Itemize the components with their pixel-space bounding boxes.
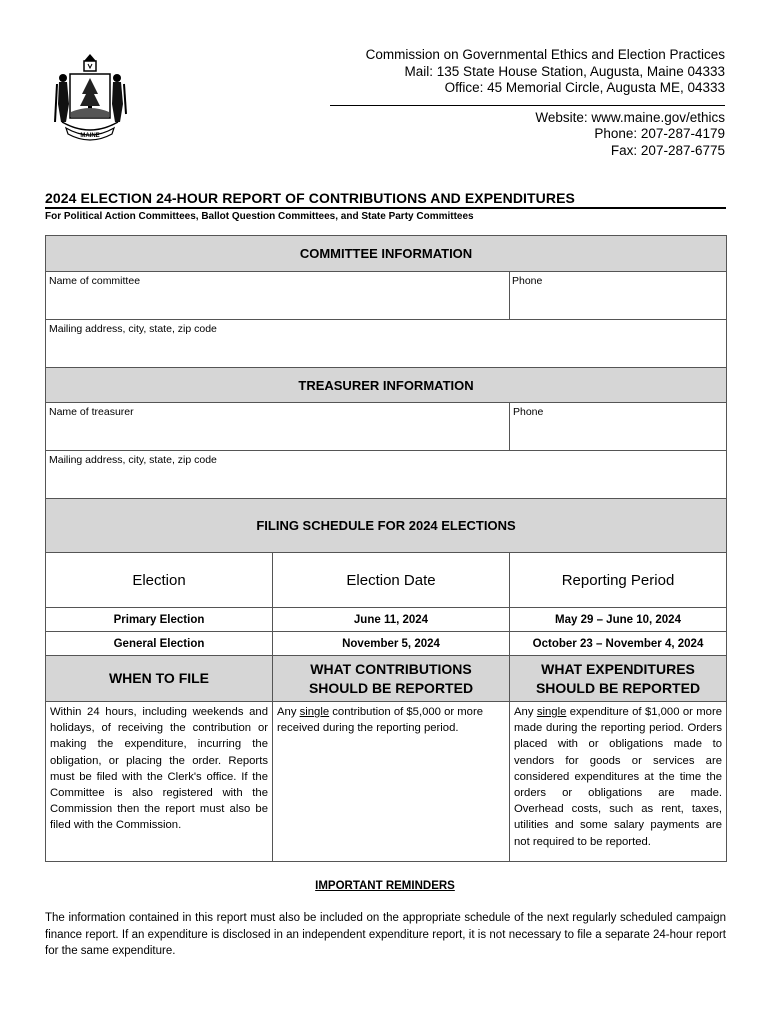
when-to-file-text: Within 24 hours, including weekends and holidays, of receiving the contribution or making the expenditure, incurring the obligation, or placing the order. Reports must be filed with the Clerk's office. If the Committee is also registered with the Commission then the report must also be filed with the Commission. (46, 702, 273, 862)
treasurer-address-field[interactable] (46, 451, 727, 499)
general-election-name: General Election (46, 632, 273, 656)
important-reminders-text: The information contained in this report must also be included on the appropriate schedule of the next regularly scheduled campaign finance report. If an expenditure is disclosed in an independent expenditure report, it is not necessary to file a separate 24-hour report for the same expenditure. (45, 912, 726, 957)
contributions-text: Any single contribution of $5,000 or more received during the reporting period. (273, 702, 510, 862)
schedule-col-election-date: Election Date (273, 553, 510, 608)
primary-reporting-period: May 29 – June 10, 2024 (510, 608, 727, 632)
expenditures-heading: WHAT EXPENDITURES SHOULD BE REPORTED (510, 656, 727, 702)
committee-address-label: Mailing address, city, state, zip code (49, 323, 217, 335)
svg-text:MAINE: MAINE (80, 133, 100, 139)
report-form (45, 235, 727, 862)
header-divider (330, 99, 725, 106)
schedule-col-election: Election (46, 553, 273, 608)
agency-mail-address: Mail: 135 State House Station, Augusta, Maine 04333 (404, 63, 725, 79)
agency-website: Website: www.maine.gov/ethics (535, 109, 725, 125)
schedule-section-heading: FILING SCHEDULE FOR 2024 ELECTIONS (46, 499, 727, 553)
when-to-file-heading: WHEN TO FILE (46, 656, 273, 702)
committee-name-field[interactable] (46, 272, 510, 320)
committee-section-heading: COMMITTEE INFORMATION (46, 236, 727, 272)
table-row (46, 632, 727, 656)
primary-election-date: June 11, 2024 (273, 608, 510, 632)
page-title: 2024 ELECTION 24-HOUR REPORT OF CONTRIBUTIONS AND EXPENDITURES (45, 190, 726, 209)
maine-state-seal-icon (52, 52, 128, 144)
agency-phone: Phone: 207-287-4179 (594, 126, 725, 141)
contributions-heading: WHAT CONTRIBUTIONS SHOULD BE REPORTED (273, 656, 510, 702)
expenditures-text: Any single expenditure of $1,000 or more made during the reporting period. Orders placed with or obligations made to vendors for goods or services are considered expenditures at the time the orders or obligations are made. Overhead costs, such as rent, taxes, utilities and some salary payments are not required to be reported. (510, 702, 727, 862)
treasurer-section-heading: TREASURER INFORMATION (46, 368, 727, 403)
agency-header (325, 47, 725, 159)
treasurer-name-label: Name of treasurer (49, 406, 134, 418)
treasurer-phone-label: Phone (513, 406, 544, 418)
important-reminders-heading: IMPORTANT REMINDERS (315, 880, 455, 892)
table-row (46, 608, 727, 632)
schedule-col-reporting-period: Reporting Period (510, 553, 727, 608)
treasurer-phone-field[interactable] (510, 403, 727, 451)
general-reporting-period: October 23 – November 4, 2024 (510, 632, 727, 656)
agency-office-address: Office: 45 Memorial Circle, Augusta ME, 04333 (444, 80, 725, 95)
page-subtitle: For Political Action Committees, Ballot Question Committees, and State Party Committees (45, 211, 474, 222)
treasurer-address-label: Mailing address, city, state, zip code (49, 454, 217, 466)
committee-phone-label: Phone (512, 275, 543, 287)
general-election-date: November 5, 2024 (273, 632, 510, 656)
agency-fax: Fax: 207-287-6775 (610, 142, 725, 158)
committee-phone-field[interactable] (510, 272, 727, 320)
treasurer-name-field[interactable] (46, 403, 510, 451)
agency-name: Commission on Governmental Ethics and Election Practices (365, 47, 725, 62)
committee-name-label: Name of committee (49, 275, 141, 287)
primary-election-name: Primary Election (46, 608, 273, 632)
committee-address-field[interactable] (46, 320, 727, 368)
